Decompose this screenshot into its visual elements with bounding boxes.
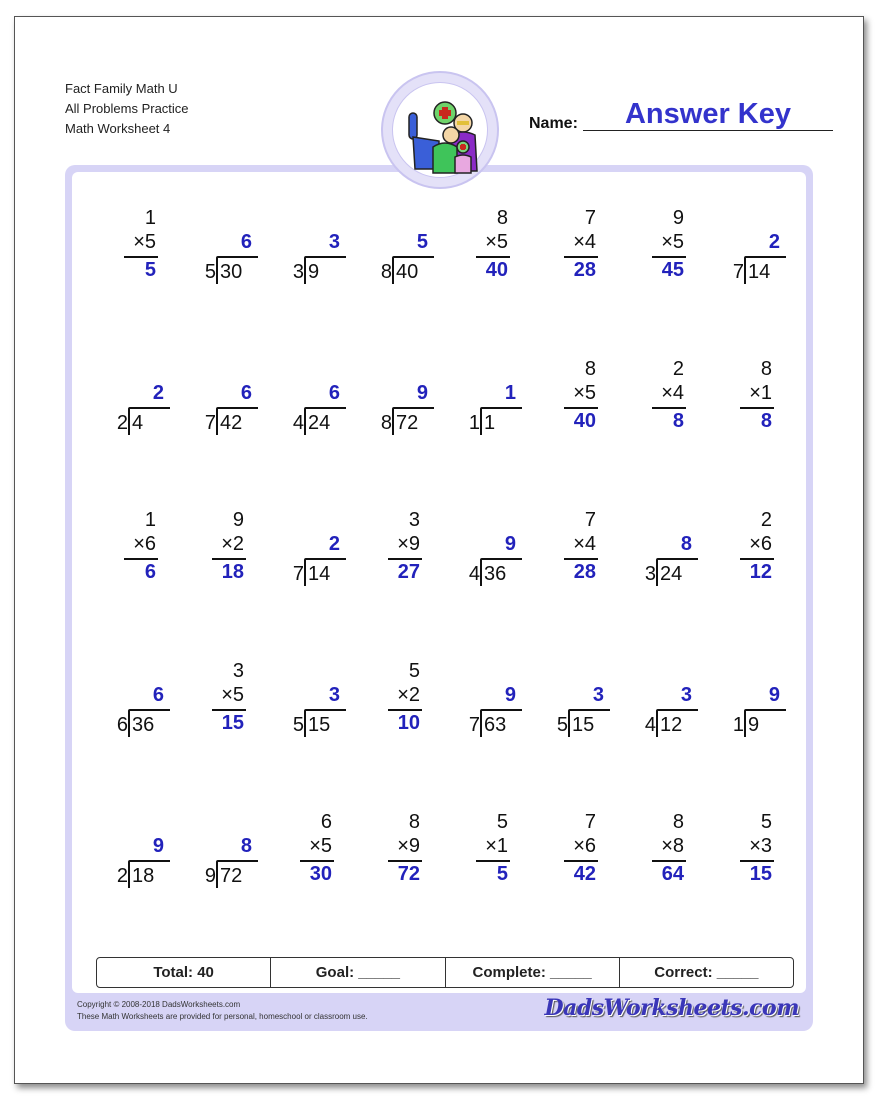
product-answer: 45 bbox=[661, 259, 684, 281]
division-bracket bbox=[480, 407, 482, 435]
problems-frame bbox=[65, 165, 813, 1031]
multiplicand: 2 bbox=[760, 509, 772, 531]
score-goal: Goal: _____ bbox=[271, 958, 445, 987]
quotient-answer: 8 bbox=[680, 533, 692, 555]
dividend: 72 bbox=[220, 865, 243, 887]
quotient-answer: 9 bbox=[504, 533, 516, 555]
divisor: 5 bbox=[204, 261, 216, 283]
multiplicand: 8 bbox=[496, 207, 508, 229]
division-problem bbox=[360, 331, 440, 434]
dividend: 14 bbox=[748, 261, 771, 283]
division-bar bbox=[658, 709, 698, 711]
multiplier: ×9 bbox=[397, 835, 420, 857]
product-answer: 28 bbox=[573, 561, 596, 583]
multiplier: ×9 bbox=[397, 533, 420, 555]
multiplication-problem bbox=[536, 784, 616, 885]
dividend: 18 bbox=[132, 865, 155, 887]
multiplier: ×5 bbox=[221, 684, 244, 706]
product-answer: 6 bbox=[144, 561, 156, 583]
multiplication-problem bbox=[448, 180, 528, 281]
division-bar bbox=[394, 407, 434, 409]
division-bracket bbox=[128, 709, 130, 737]
quotient-answer: 1 bbox=[504, 382, 516, 404]
multiplier: ×1 bbox=[485, 835, 508, 857]
division-bar bbox=[218, 256, 258, 258]
multiplier: ×6 bbox=[749, 533, 772, 555]
product-answer: 5 bbox=[496, 863, 508, 885]
product-answer: 40 bbox=[573, 410, 596, 432]
division-bracket bbox=[656, 558, 658, 586]
dividend: 15 bbox=[572, 714, 595, 736]
divisor: 7 bbox=[732, 261, 744, 283]
multiplier: ×5 bbox=[133, 231, 156, 253]
division-problem bbox=[712, 633, 792, 736]
multiplicand: 5 bbox=[408, 660, 420, 682]
multiplier: ×5 bbox=[309, 835, 332, 857]
division-bar bbox=[306, 709, 346, 711]
multiplication-problem bbox=[536, 482, 616, 583]
dividend: 9 bbox=[748, 714, 760, 736]
dividend: 30 bbox=[220, 261, 243, 283]
multiplication-problem bbox=[712, 331, 792, 432]
dividend: 1 bbox=[484, 412, 496, 434]
division-problem bbox=[272, 180, 352, 283]
dividend: 72 bbox=[396, 412, 419, 434]
division-bar bbox=[306, 558, 346, 560]
product-answer: 5 bbox=[144, 259, 156, 281]
multiplication-problem bbox=[624, 784, 704, 885]
division-bar bbox=[218, 860, 258, 862]
product-answer: 15 bbox=[221, 712, 244, 734]
divisor: 9 bbox=[204, 865, 216, 887]
multiplicand: 3 bbox=[232, 660, 244, 682]
multiplicand: 3 bbox=[408, 509, 420, 531]
division-problem bbox=[536, 633, 616, 736]
multiplication-problem bbox=[96, 180, 176, 281]
score-total: Total: 40 bbox=[97, 958, 271, 987]
division-bar bbox=[218, 407, 258, 409]
multiplication-problem bbox=[536, 331, 616, 432]
dividend: 36 bbox=[132, 714, 155, 736]
multiplication-problem bbox=[624, 331, 704, 432]
multiplication-problem bbox=[536, 180, 616, 281]
divisor: 7 bbox=[292, 563, 304, 585]
division-problem bbox=[624, 633, 704, 736]
multiplicand: 6 bbox=[320, 811, 332, 833]
multiplicand: 8 bbox=[672, 811, 684, 833]
division-problem bbox=[448, 482, 528, 585]
dividend: 9 bbox=[308, 261, 320, 283]
division-bar bbox=[306, 256, 346, 258]
problems-grid bbox=[72, 172, 806, 932]
dividend: 63 bbox=[484, 714, 507, 736]
division-problem bbox=[272, 633, 352, 736]
divisor: 1 bbox=[732, 714, 744, 736]
multiplicand: 7 bbox=[584, 509, 596, 531]
division-bar bbox=[746, 709, 786, 711]
answer-key-label: Answer Key bbox=[624, 98, 791, 130]
divisor: 2 bbox=[116, 865, 128, 887]
multiplier: ×5 bbox=[485, 231, 508, 253]
worksheet-subtitle: All Problems Practice bbox=[65, 101, 189, 116]
multiplicand: 8 bbox=[408, 811, 420, 833]
copyright-line: Copyright © 2008-2018 DadsWorksheets.com bbox=[77, 1000, 241, 1009]
dividend: 40 bbox=[396, 261, 419, 283]
quotient-answer: 6 bbox=[240, 231, 252, 253]
multiplicand: 1 bbox=[144, 207, 156, 229]
usage-line: These Math Worksheets are provided for personal, homeschool or classroom use. bbox=[77, 1012, 368, 1021]
division-bar bbox=[394, 256, 434, 258]
divisor: 4 bbox=[468, 563, 480, 585]
quotient-answer: 2 bbox=[768, 231, 780, 253]
multiplication-problem bbox=[360, 633, 440, 734]
brand-logo: DadsWorksheets.com bbox=[544, 995, 799, 1021]
multiplicand: 9 bbox=[232, 509, 244, 531]
division-bracket bbox=[304, 709, 306, 737]
multiplier: ×2 bbox=[397, 684, 420, 706]
product-answer: 72 bbox=[397, 863, 420, 885]
product-answer: 12 bbox=[749, 561, 772, 583]
family-figures-icon bbox=[393, 83, 489, 179]
multiplication-problem bbox=[448, 784, 528, 885]
multiplicand: 7 bbox=[584, 207, 596, 229]
division-bar bbox=[658, 558, 698, 560]
name-label: Name: bbox=[529, 115, 578, 132]
multiplier: ×6 bbox=[133, 533, 156, 555]
multiplier: ×3 bbox=[749, 835, 772, 857]
problems-panel bbox=[72, 172, 806, 993]
product-answer: 40 bbox=[485, 259, 508, 281]
quotient-answer: 3 bbox=[592, 684, 604, 706]
worksheet-header bbox=[65, 79, 189, 139]
dividend: 12 bbox=[660, 714, 683, 736]
multiplier: ×4 bbox=[573, 533, 596, 555]
quotient-answer: 9 bbox=[768, 684, 780, 706]
divisor: 3 bbox=[292, 261, 304, 283]
multiplication-problem bbox=[96, 482, 176, 583]
copyright-notice bbox=[77, 999, 368, 1023]
multiplier: ×6 bbox=[573, 835, 596, 857]
divisor: 1 bbox=[468, 412, 480, 434]
multiplication-problem bbox=[360, 482, 440, 583]
quotient-answer: 8 bbox=[240, 835, 252, 857]
multiplier: ×4 bbox=[573, 231, 596, 253]
division-bracket bbox=[128, 407, 130, 435]
quotient-answer: 2 bbox=[328, 533, 340, 555]
multiplier: ×1 bbox=[749, 382, 772, 404]
name-field bbox=[529, 89, 833, 133]
division-bracket bbox=[392, 256, 394, 284]
division-bar bbox=[482, 709, 522, 711]
division-problem bbox=[624, 482, 704, 585]
multiplication-problem bbox=[360, 784, 440, 885]
product-answer: 30 bbox=[309, 863, 332, 885]
product-answer: 18 bbox=[221, 561, 244, 583]
dividend: 14 bbox=[308, 563, 331, 585]
fact-family-logo-icon bbox=[381, 71, 499, 189]
division-bracket bbox=[128, 860, 130, 888]
quotient-answer: 3 bbox=[328, 231, 340, 253]
score-complete: Complete: _____ bbox=[446, 958, 620, 987]
quotient-answer: 5 bbox=[416, 231, 428, 253]
divisor: 4 bbox=[292, 412, 304, 434]
multiplication-problem bbox=[184, 633, 264, 734]
quotient-answer: 3 bbox=[680, 684, 692, 706]
product-answer: 42 bbox=[573, 863, 596, 885]
multiplier: ×5 bbox=[661, 231, 684, 253]
division-problem bbox=[96, 331, 176, 434]
division-bar bbox=[570, 709, 610, 711]
division-bracket bbox=[216, 407, 218, 435]
multiplicand: 7 bbox=[584, 811, 596, 833]
quotient-answer: 6 bbox=[152, 684, 164, 706]
product-answer: 28 bbox=[573, 259, 596, 281]
division-bar bbox=[746, 256, 786, 258]
multiplicand: 8 bbox=[584, 358, 596, 380]
division-bracket bbox=[304, 256, 306, 284]
logo-inner-circle bbox=[392, 82, 488, 178]
divisor: 7 bbox=[468, 714, 480, 736]
divisor: 5 bbox=[292, 714, 304, 736]
division-bracket bbox=[304, 407, 306, 435]
quotient-answer: 9 bbox=[152, 835, 164, 857]
product-answer: 8 bbox=[760, 410, 772, 432]
division-bracket bbox=[568, 709, 570, 737]
division-problem bbox=[184, 784, 264, 887]
division-bracket bbox=[744, 256, 746, 284]
division-problem bbox=[712, 180, 792, 283]
multiplication-problem bbox=[272, 784, 352, 885]
multiplier: ×4 bbox=[661, 382, 684, 404]
dividend: 42 bbox=[220, 412, 243, 434]
multiplication-problem bbox=[712, 482, 792, 583]
worksheet-title: Fact Family Math U bbox=[65, 81, 178, 96]
division-problem bbox=[96, 784, 176, 887]
multiplicand: 9 bbox=[672, 207, 684, 229]
dividend: 24 bbox=[308, 412, 331, 434]
multiplicand: 1 bbox=[144, 509, 156, 531]
division-problem bbox=[184, 331, 264, 434]
multiplicand: 5 bbox=[760, 811, 772, 833]
division-bar bbox=[482, 558, 522, 560]
division-bracket bbox=[304, 558, 306, 586]
multiplicand: 5 bbox=[496, 811, 508, 833]
division-bracket bbox=[656, 709, 658, 737]
dividend: 15 bbox=[308, 714, 331, 736]
divisor: 7 bbox=[204, 412, 216, 434]
multiplier: ×2 bbox=[221, 533, 244, 555]
multiplication-problem bbox=[184, 482, 264, 583]
score-table bbox=[96, 957, 794, 988]
quotient-answer: 2 bbox=[152, 382, 164, 404]
division-bar bbox=[482, 407, 522, 409]
divisor: 4 bbox=[644, 714, 656, 736]
divisor: 8 bbox=[380, 412, 392, 434]
worksheet-number: Math Worksheet 4 bbox=[65, 121, 171, 136]
division-bracket bbox=[480, 558, 482, 586]
product-answer: 8 bbox=[672, 410, 684, 432]
divisor: 5 bbox=[556, 714, 568, 736]
product-answer: 15 bbox=[749, 863, 772, 885]
quotient-answer: 9 bbox=[504, 684, 516, 706]
divisor: 3 bbox=[644, 563, 656, 585]
multiplication-problem bbox=[624, 180, 704, 281]
divisor: 2 bbox=[116, 412, 128, 434]
product-answer: 10 bbox=[397, 712, 420, 734]
dividend: 24 bbox=[660, 563, 683, 585]
division-problem bbox=[272, 482, 352, 585]
quotient-answer: 6 bbox=[240, 382, 252, 404]
multiplicand: 8 bbox=[760, 358, 772, 380]
multiplier: ×5 bbox=[573, 382, 596, 404]
division-bar bbox=[130, 860, 170, 862]
division-problem bbox=[360, 180, 440, 283]
division-bracket bbox=[744, 709, 746, 737]
division-bracket bbox=[480, 709, 482, 737]
multiplier: ×8 bbox=[661, 835, 684, 857]
division-problem bbox=[96, 633, 176, 736]
division-bracket bbox=[216, 860, 218, 888]
dividend: 36 bbox=[484, 563, 507, 585]
division-bracket bbox=[392, 407, 394, 435]
division-problem bbox=[184, 180, 264, 283]
quotient-answer: 9 bbox=[416, 382, 428, 404]
product-answer: 27 bbox=[397, 561, 420, 583]
division-bracket bbox=[216, 256, 218, 284]
score-correct: Correct: _____ bbox=[654, 964, 759, 981]
division-problem bbox=[272, 331, 352, 434]
multiplicand: 2 bbox=[672, 358, 684, 380]
product-answer: 64 bbox=[661, 863, 684, 885]
dividend: 4 bbox=[132, 412, 144, 434]
quotient-answer: 3 bbox=[328, 684, 340, 706]
divisor: 8 bbox=[380, 261, 392, 283]
division-bar bbox=[130, 709, 170, 711]
quotient-answer: 6 bbox=[328, 382, 340, 404]
worksheet-page bbox=[14, 16, 864, 1084]
division-problem bbox=[448, 331, 528, 434]
multiplication-problem bbox=[712, 784, 792, 885]
division-bar bbox=[306, 407, 346, 409]
division-problem bbox=[448, 633, 528, 736]
divisor: 6 bbox=[116, 714, 128, 736]
division-bar bbox=[130, 407, 170, 409]
